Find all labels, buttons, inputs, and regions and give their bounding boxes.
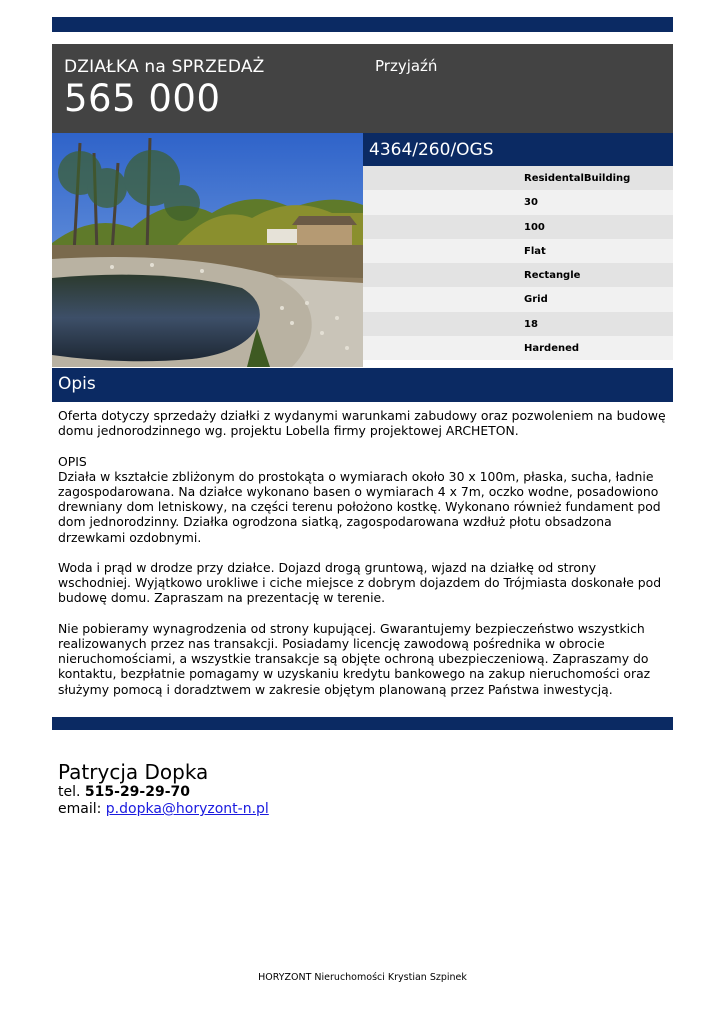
param-row — [363, 287, 673, 311]
param-value: 100 — [524, 221, 545, 233]
description-paragraph: Oferta dotyczy sprzedaży działki z wydanymi warunkami zabudowy oraz pozwoleniem na budowę domu jednorodzinnego wg. projektu Lobella firmy projektowej ARCHETON. — [58, 408, 666, 439]
param-value: Hardened — [524, 342, 580, 354]
description-section-header — [52, 368, 673, 402]
description-paragraph: OPIS Działa w kształcie zbliżonym do prostokąta o wymiarach około 30 x 100m, płaska, sucha, ładnie zagospodarowana. Na działce wykonano basen o wymiarach 4 x 7m, oczko wodne, posadowiono drewniany dom letniskowy, na części terenu położono kostkę. Wykonano również fundament pod dom jednorodzinny. Działka ogrodzona siatką, zagospodarowana wzdłuż płotu obsadzona drzewkami ozdobnymi. — [58, 453, 661, 545]
param-row — [363, 190, 673, 214]
param-row — [363, 215, 673, 239]
top-accent-bar — [52, 17, 673, 32]
param-value: Flat — [524, 245, 546, 257]
description-body — [58, 408, 670, 712]
agent-name: Patrycja Dopka — [58, 760, 209, 784]
listing-header — [52, 44, 673, 133]
param-row — [363, 166, 673, 190]
footer-company: HORYZONT Nieruchomości Krystian Szpinek — [258, 972, 467, 983]
listing-reference: 4364/260/OGS — [369, 140, 494, 160]
reference-bar — [363, 133, 673, 166]
params-table — [363, 166, 673, 360]
listing-type: DZIAŁKA na SPRZEDAŻ — [64, 57, 265, 77]
phone-line — [58, 784, 269, 801]
param-row — [363, 263, 673, 287]
property-photo — [52, 133, 363, 367]
bottom-accent-bar — [52, 717, 673, 730]
agent-contact — [58, 760, 269, 818]
param-row — [363, 239, 673, 263]
param-value: 30 — [524, 197, 538, 209]
param-value: Grid — [524, 294, 548, 306]
param-value: 18 — [524, 318, 538, 330]
listing-location: Przyjaźń — [375, 57, 438, 75]
email-line — [58, 801, 269, 818]
phone-label: tel. — [58, 784, 81, 800]
param-row — [363, 336, 673, 360]
description-paragraph: Woda i prąd w drodze przy działce. Dojazd drogą gruntową, wjazd na działkę od strony wschodniej. Wyjątkowo urokliwe i ciche miejsce z dobrym dojazdem do Trójmiasta doskonałe pod budowę domu. Zapraszam na prezentację w terenie. — [58, 560, 662, 606]
description-paragraph: Nie pobieramy wynagrodzenia od strony kupującej. Gwarantujemy bezpieczeństwo wszystkich realizowanych przez nas transakcji. Posiadamy licencję zawodową pośrednika w obrocie nieruchomościami, a wszystkie transakcje są objęte ochroną ubezpieczeniową. Zapraszamy do kontaktu, bezpłatnie pomagamy w uzyskaniu kredytu bankowego na zakup nieruchomości oraz służymy pomocą i doradztwem w zakresie objętym planowaną przez Państwa inwestycją. — [58, 620, 651, 697]
listing-price: 565 000 — [64, 77, 221, 120]
param-value: Rectangle — [524, 270, 581, 281]
phone-number[interactable]: 515-29-29-70 — [84, 784, 191, 800]
email-link[interactable]: p.dopka@horyzont-n.pl — [105, 801, 269, 817]
param-value: ResidentalBuilding — [524, 173, 631, 184]
email-label: email: — [58, 801, 102, 817]
param-row — [363, 312, 673, 336]
section-title: Opis — [58, 374, 96, 394]
